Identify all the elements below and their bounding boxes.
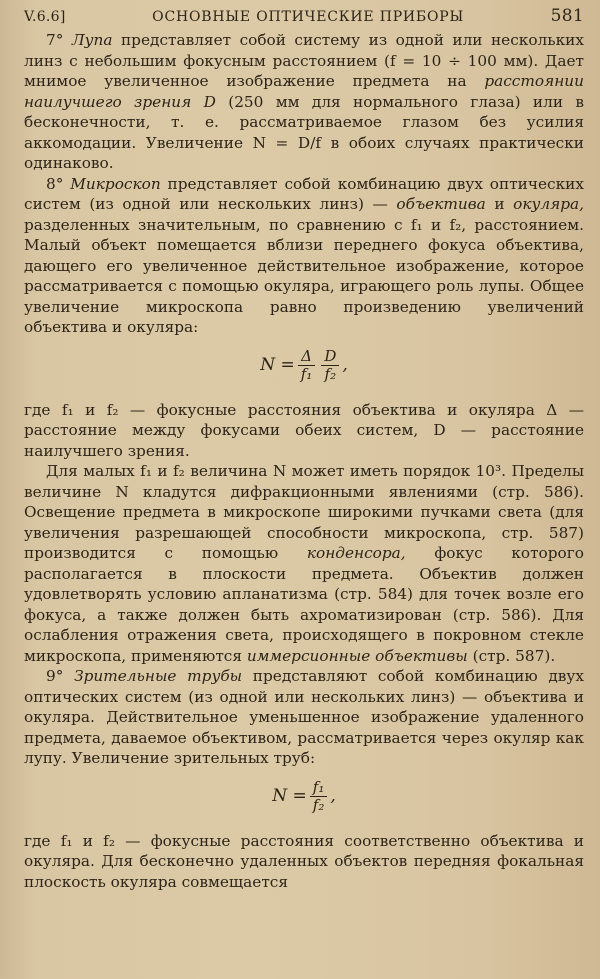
term-objective: объектива — [396, 195, 486, 213]
item-number: 8° — [46, 174, 64, 193]
paragraph-text: представляют собой комбинацию двух оптических систем (из одной или нескольких линз) — объектива и окуляра. Действительное уменьшенное изображение удаленного предмета, даваемое объективом, рассматривается через окуляр как лупу. Увеличение зрительных труб: — [24, 667, 584, 767]
term-best-vision: расстоянии наилучшего зрения D — [24, 72, 584, 111]
paragraph-text: (250 мм для нормального глаза) или в бесконечности, т. е. рассматриваемое глазом без усилия аккомодации. Увеличение N = D/f в обоих случаях практически одинаково. — [24, 92, 584, 172]
fraction-d-f2 — [321, 348, 339, 383]
paragraph-text: разделенных значительным, по сравнению с f₁ и f₂, расстоянием. Малый объект помещается вблизи переднего фокуса объектива, дающего его увеличенное действительное изображение, которое рассматривается с помощью окуляра, играющего роль лупы. Общее увеличение микроскопа равно произведению увеличений объектива и окуляра: — [24, 215, 584, 336]
paragraph-text: представляет собой комбинацию двух оптических систем (из одной или нескольких линз) — — [24, 174, 584, 213]
term-microscope: Микроскоп — [70, 174, 161, 193]
fraction-denominator: f₂ — [312, 796, 325, 814]
paragraph-7 — [24, 30, 584, 174]
running-header — [24, 6, 584, 30]
formula-tail: , — [330, 786, 336, 807]
fraction-f1-f2 — [310, 779, 328, 814]
page-number: 581 — [550, 6, 584, 26]
paragraph-where-2: где f₁ и f₂ — фокусные расстояния соответственно объектива и окуляра. Для бесконечно удаленных объектов передняя фокальная плоскость окуляра совмещается — [24, 831, 584, 891]
fraction-denominator: f₂ — [324, 365, 337, 383]
paragraph-text: фокус которого располагается в плоскости предмета. Объектив должен удовлетворять условию апланатизма (стр. 584) для точек возле его фокуса, а также должен быть ахроматизирован (стр. 586). Для ослабления отражения света, происходящего в покровном стекле микроскопа, применяются — [24, 544, 584, 665]
paragraph-text: Для малых f₁ и f₂ величина N может иметь порядок 10³. Пределы величине N кладутся дифракционными явлениями (стр. 586). Освещение предмета в микроскопе широкими пучками света (для увеличения разрешающей способности микроскопа, стр. 587) производится с помощью — [24, 462, 584, 562]
fraction-denominator: f₁ — [300, 365, 313, 383]
paragraph-8 — [24, 174, 584, 338]
fraction-numerator: Δ — [298, 348, 315, 366]
term-immersion: иммерсионные объективы — [246, 646, 468, 665]
term-loupe: Лупа — [71, 31, 113, 49]
formula-tail: , — [342, 355, 348, 376]
term-condenser: конденсора, — [306, 544, 406, 562]
formula-lhs: N = — [272, 786, 307, 807]
term-eyepiece: окуляра, — [513, 195, 584, 213]
section-ref: V.6.6] — [24, 9, 66, 25]
formula-microscope — [24, 346, 584, 386]
body-text — [24, 30, 584, 892]
fraction-delta-f1 — [298, 348, 316, 383]
item-number: 7° — [46, 31, 64, 49]
formula-telescope — [24, 777, 584, 817]
paragraph-9 — [24, 666, 584, 769]
fraction-numerator: D — [321, 348, 339, 366]
term-telescope: Зрительные трубы — [74, 667, 243, 685]
paragraph-small-focal — [24, 461, 584, 666]
item-number: 9° — [46, 667, 64, 685]
paragraph-text: и — [494, 195, 505, 213]
paragraph-text: представляет собой систему из одной или нескольких линз с небольшим фокусным расстоянием (f = 10 ÷ 100 мм). Дает мнимое увеличенное изображение предмета на — [24, 31, 584, 90]
fraction-numerator: f₁ — [310, 779, 328, 797]
running-title: ОСНОВНЫЕ ОПТИЧЕСКИЕ ПРИБОРЫ — [152, 9, 465, 25]
paragraph-where-1: где f₁ и f₂ — фокусные расстояния объектива и окуляра Δ — расстояние между фокусами обеих систем, D — расстояние наилучшего зрения. — [24, 400, 584, 460]
formula-lhs: N = — [260, 355, 295, 376]
paragraph-text: (стр. 587). — [472, 646, 556, 665]
